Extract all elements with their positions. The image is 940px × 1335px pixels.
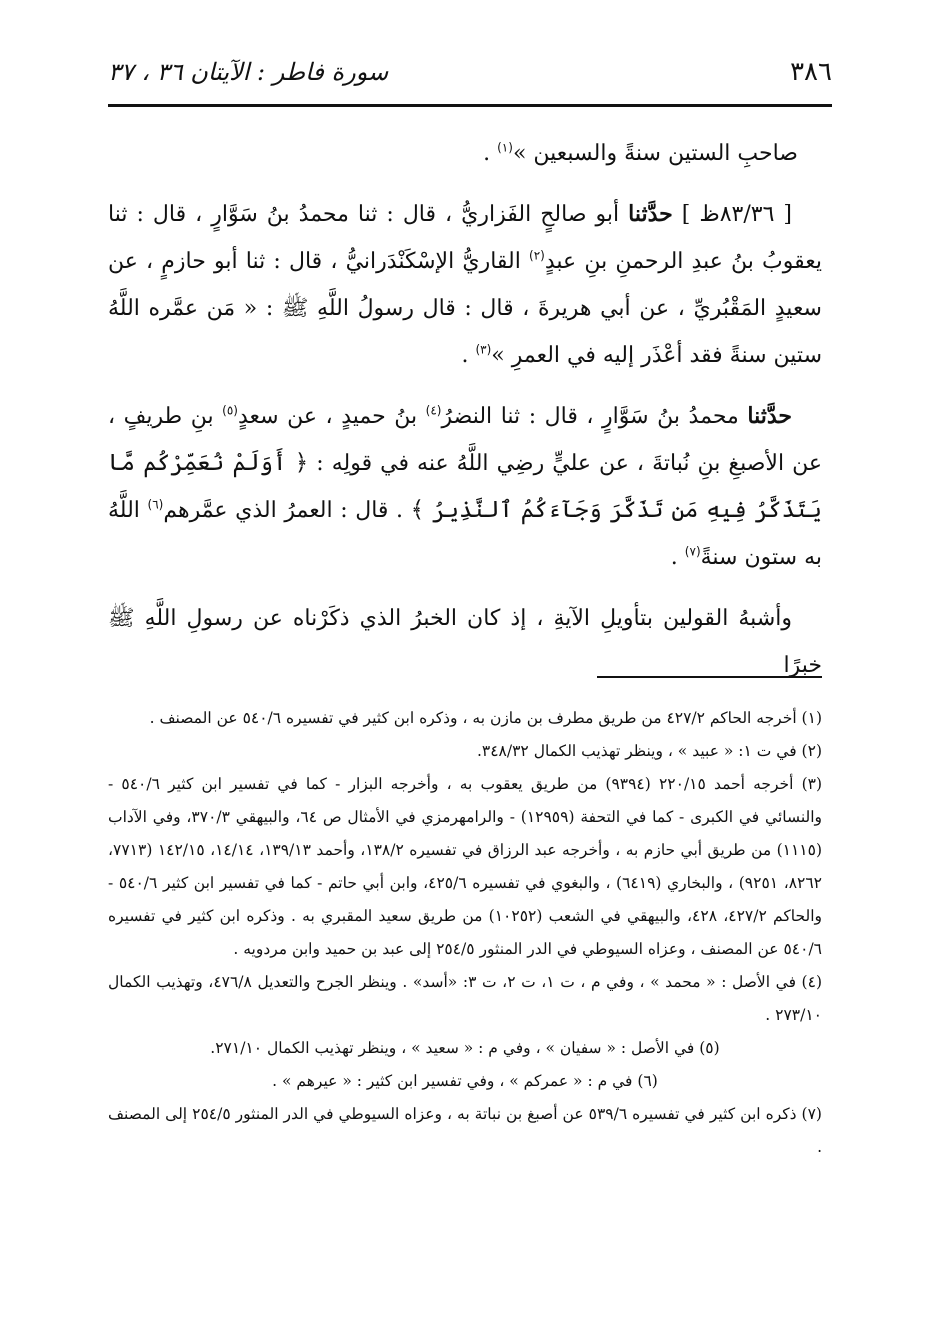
footnote-4: (٤) في الأصل : « محمد » ، وفي م ، ت ١، ت ٢، ت ٣: «أسد» . وينظر الجرح والتعديل ٤٧٦/٨، وتهذيب الكمال ٢٧٣/١٠ . (108, 973, 822, 1024)
footnote-6: (٦) في م : « عمركم » ، وفي تفسير ابن كثير : « عيرهم » . (272, 1072, 658, 1090)
footnote-5: (٥) في الأصل : « سفيان » ، وفي م : « سعيد » ، وينظر تهذيب الكمال ٢٧١/١٠. (210, 1039, 720, 1057)
hadith-opener: حدَّثنا (747, 403, 792, 429)
footnote-ref-7: (٧) (684, 544, 701, 559)
page-number: ٣٨٦ (790, 57, 832, 87)
paragraph-4: وأشبهُ القولين بتأويلِ الآيةِ ، إذ كان الخبرُ الذي ذكَرْناه عن رسولِ اللَّهِ ﷺ خبرًا (108, 606, 822, 678)
footnotes (108, 702, 822, 1164)
main-text (108, 130, 822, 703)
paragraph-3: حدَّثنا محمدُ بنُ سَوَّارٍ ، قال : ثنا النضرُ$^{(٤)}$ بنُ حميدٍ ، عن سعدٍ$^{(٥)}$ بنِ طريفٍ ، عن الأصبغِ بنِ نُباتةَ ، عن عليٍّ رضِي اللَّهُ عنه في قولِه : ﴿ أَوَلَمْ نُعَمِّرْكُم مَّا يَتَذَكَّرُ فِيهِ مَن تَذَكَّرَ وَجَآءَكُمُ ٱلنَّذِيرُ ﴾ . قال : العمرُ الذي عمَّرهم$^{(٦)}$ اللَّهُ به ستون سنةً$^{(٧)}$ . (108, 403, 823, 570)
header-divider (108, 104, 832, 107)
footnote-1: (١) أخرجه الحاكم ٤٢٧/٢ من طريق مطرف بن مازن به ، وذكره ابن كثير في تفسيره ٥٤٠/٦ عن المصنف . (149, 709, 822, 727)
hadith-opener: حدَّثنا (628, 201, 673, 227)
footnote-ref-5: (٥) (222, 403, 238, 418)
running-title: سورة فاطر : الآيتان ٣٦ ، ٣٧ (108, 58, 389, 86)
footnote-3: (٣) أخرجه أحمد ٢٢٠/١٥ (٩٣٩٤) من طريق يعقوب به ، وأخرجه البزار - كما في تفسير ابن كثير ٥٤٠/٦ - والنسائي في الكبرى - كما في التحفة (١٢٩٥٩) - والرامهرمزي في الأمثال ص ٦٤، والبيهقي ٣٧٠/٣، وفي الآداب (١١١٥) من طريق أبي حازم به ، وأخرجه عبد الرزاق في تفسيره ١٣٨/٢، وأحمد ١٣٩/١٣، ١٤/١٤، ١٤٢/١٥ (٧٧١٣، ٨٢٦٢، ٩٢٥١) ، والبخاري (٦٤١٩) ، والبغوي في تفسيره ٤٢٥/٦، وابن أبي حاتم - كما في تفسير ابن كثير ٥٤٠/٦ - والحاكم ٤٢٧/٢، ٤٢٨، والبيهقي في الشعب (١٠٢٥٢) من طريق سعيد المقبري به . وذكره ابن كثير في تفسيره ٥٤٠/٦ عن المصنف ، وعزاه السيوطي في الدر المنثور ٢٥٤/٥ إلى عبد بن حميد وابن مردويه . (108, 775, 823, 958)
footnote-divider (597, 676, 822, 678)
footnote-2: (٢) في ت ١: « عبيد » ، وينظر تهذيب الكمال ٣٤٨/٣٢. (476, 742, 822, 760)
manuscript-ref: [ ٨٣/٣٦ظ ] (672, 202, 793, 227)
footnote-ref-6: (٦) (147, 497, 164, 512)
footnote-ref-2: (٢) (529, 248, 545, 263)
quran-verse: ﴿ أَوَلَمْ نُعَمِّرْكُم مَّا يَتَذَكَّرُ فِيهِ مَن تَذَكَّرَ وَجَآءَكُمُ ٱلنَّذِيرُ ﴾ (108, 450, 823, 523)
paragraph-1: صاحبِ الستين سنةً والسبعين »$^{(١)}$ . (483, 140, 798, 166)
footnote-ref-3: (٣) (475, 342, 492, 357)
footnote-ref-1: (١) (497, 140, 513, 155)
footnote-7: (٧) ذكره ابن كثير في تفسيره ٥٣٩/٦ عن أصبغ بن نباتة به ، وعزاه السيوطي في الدر المنثور ٢٥٤/٥ إلى المصنف . (108, 1105, 822, 1156)
footnote-ref-4: (٤) (425, 403, 442, 418)
paragraph-2: [ ٨٣/٣٦ظ ] حدَّثنا أبو صالحٍ الفَزاريُّ ، قال : ثنا محمدُ بنُ سَوَّارٍ ، قال : ثنا يعقوبُ بنُ عبدِ الرحمنِ بنِ عبدٍ$^{(٢)}$ القاريُّ الإسْكَنْدَرانيُّ ، قال : ثنا أبو حازمٍ ، عن سعيدٍ المَقْبُريِّ ، عن أبي هريرةَ ، قال : قال رسولُ اللَّهِ ﷺ : « مَن عمَّره اللَّهُ ستين سنةً فقد أعْذَر إليه في العمرِ »$^{(٣)}$ . (108, 201, 822, 368)
page-header (108, 52, 832, 92)
